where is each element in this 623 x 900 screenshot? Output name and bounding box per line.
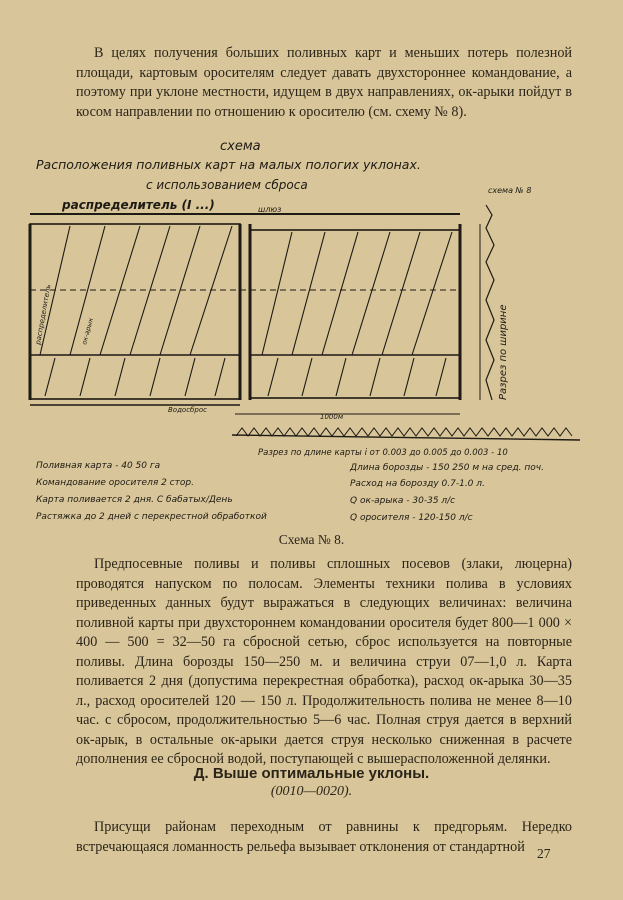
page-number: 27	[537, 846, 551, 861]
furrows-right	[262, 232, 452, 396]
legend-left-1: Командование оросителя 2 стор.	[36, 478, 194, 488]
legend-right-1: Расход на борозду 0.7-1.0 л.	[350, 479, 485, 489]
schema-subtitle-line2: с использованием сброса	[146, 178, 308, 192]
intro-paragraph: В целях получения больших поливных карт и меньших потерь полезной площади, картовым оросителям следует давать двухстороннее командование, а поэтому при уклоне местности, идущем в двух направлениях, ок-арыки пойдут в косом направлении по отношению к оросителю (см. схему № 8).	[76, 45, 572, 120]
figure-caption: Схема № 8.	[278, 532, 345, 547]
right-vertical-label: Разрез по ширине	[498, 304, 509, 400]
bottom-label: Водосброс	[168, 406, 207, 414]
bottom-dimension: 1000м	[320, 413, 344, 421]
left-vertical-label: распределитель	[34, 283, 53, 346]
field-left	[30, 224, 240, 399]
section-label: Разрез по длине карты i от 0.003 до 0.005 до 0.003 - 10	[258, 448, 508, 458]
top-label: шлюз	[258, 205, 282, 214]
legend-left-0: Поливная карта - 40 50 га	[36, 461, 161, 471]
right-profile	[486, 205, 494, 400]
schema-title: схема	[220, 139, 261, 154]
body-paragraph: Предпосевные поливы и поливы сплошных посевов (злаки, люцерна) проводятся напуском по полосам. Элементы техники полива в условиях приведенных данных будут выражаться в следующих величинах: величина поливной карты при двухстороннем командовании оросителя будет 800—1 000 × 400 — 500 = 32—50 га сбросной сетью, сброс используется на повторные поливы. Длина борозды 150—250 м. и величина струи 07—1,0 л. Карта поливается 2 дня (допустима перекрестная обработка), расход ок-арыка 30—35 л., расход оросителей 120 — 150 л. Продолжительность полива не менее 8—10 час. с сбросом, продолжительностью 5—6 час. Полная струя дается в верхний ок-арык, в остальные ок-арыки дается струя несколько сниженная в расчете дополнения ее сбросной водой, поступающей с вышерасположенной делянки.	[76, 556, 572, 767]
section-subtitle: (0010—0020).	[270, 784, 353, 799]
distributor-label: распределитель (I ...)	[62, 198, 215, 212]
legend-right-3: Q оросителя - 120-150 л/с	[350, 513, 473, 523]
schema-subtitle-line1: Расположения поливных карт на малых пологих уклонах.	[36, 157, 421, 172]
section-title: Д. Выше оптимальные уклоны.	[193, 765, 430, 782]
ok-aryk-label: ок-арык	[80, 316, 96, 346]
schema-number: схема № 8	[488, 186, 532, 195]
final-paragraph: Присущи районам переходным от равнины к предгорьям. Нередко встречающаяся ломанность рельефа вызывает отклонения от стандартной	[76, 819, 572, 855]
legend-right-2: Q ок-арыка - 30-35 л/с	[350, 496, 456, 506]
field-right	[250, 230, 460, 398]
legend-right-0: Длина борозды - 150 250 м на сред. поч.	[350, 463, 544, 473]
ground-hatching	[236, 428, 572, 436]
legend-left-3: Растяжка до 2 дней с перекрестной обработкой	[36, 512, 267, 522]
furrows-left	[40, 226, 232, 396]
legend-left-2: Карта поливается 2 дня. С бабатых/День	[36, 495, 233, 505]
